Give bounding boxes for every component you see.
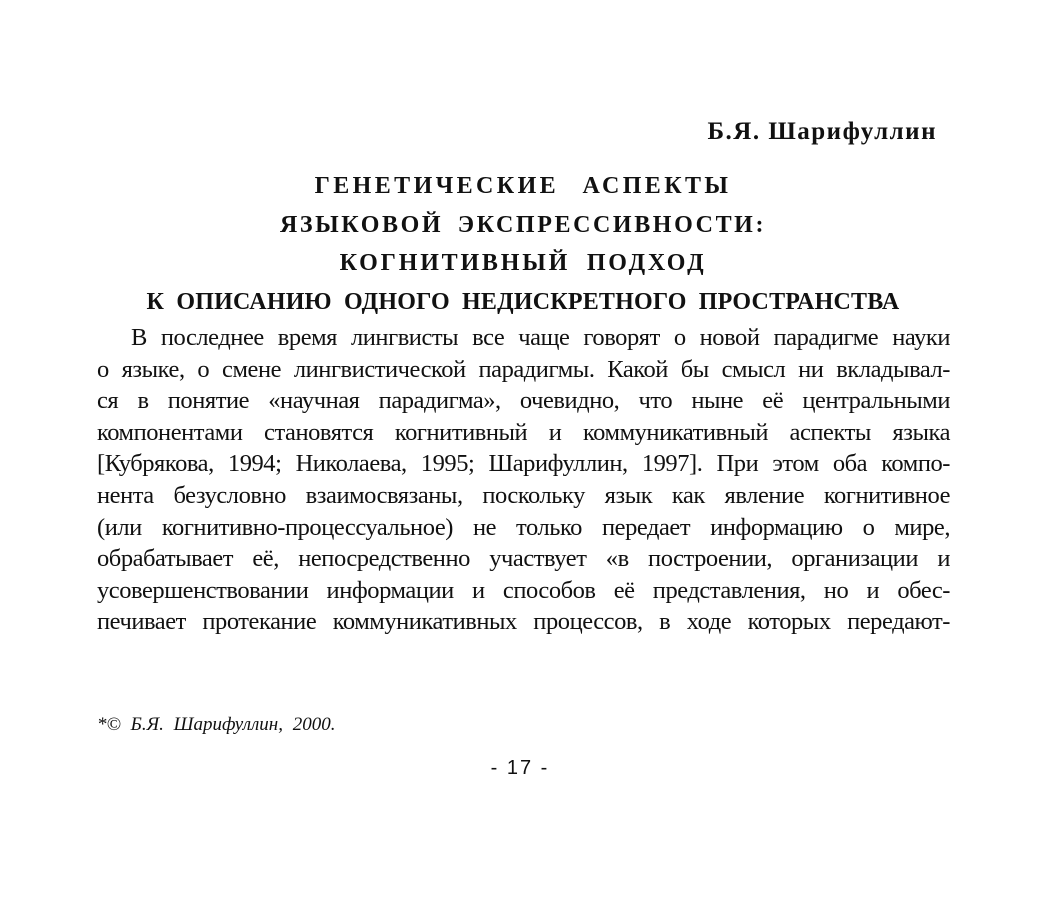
body-line: (или когнитивно-процессуальное) не только передает информацию о мире, [97, 513, 950, 541]
body-line: о языке, о смене лингвистической парадигмы. Какой бы смысл ни вкладывал- [97, 355, 950, 383]
body-line: печивает протекание коммуникативных процессов, в ходе которых передают- [97, 608, 950, 636]
body-line: В последнее время лингвисты все чаще говорят о новой парадигме науки [131, 324, 950, 351]
title-line: ЯЗЫКОВОЙ ЭКСПРЕССИВНОСТИ: [279, 211, 767, 238]
title-line: К ОПИСАНИЮ ОДНОГО НЕДИСКРЕТНОГО ПРОСТРАНСТВА [146, 288, 900, 315]
body-line: компонентами становятся когнитивный и коммуникативный аспекты языка [97, 418, 950, 446]
body-line: [Кубрякова, 1994; Николаева, 1995; Шарифуллин, 1997]. При этом оба компо- [97, 450, 950, 478]
body-line: нента безусловно взаимосвязаны, поскольку язык как явление когнитивное [97, 481, 950, 509]
article-title [96, 167, 950, 321]
page-number: - 17 - [490, 757, 550, 779]
body-line: ся в понятие «научная парадигма», очевидно, что ныне её центральными [97, 387, 950, 415]
copyright-footnote: *© Б.Я. Шарифуллин, 2000. [97, 714, 336, 735]
body-paragraph [97, 322, 950, 638]
body-line: усовершенствовании информации и способов её представления, но и обес- [97, 576, 950, 604]
body-line: обрабатывает её, непосредственно участвует «в построении, организации и [97, 545, 950, 573]
author-name: Б.Я. Шарифуллин [707, 118, 937, 145]
title-line: КОГНИТИВНЫЙ ПОДХОД [339, 250, 707, 276]
title-line: ГЕНЕТИЧЕСКИЕ АСПЕКТЫ [314, 173, 732, 199]
